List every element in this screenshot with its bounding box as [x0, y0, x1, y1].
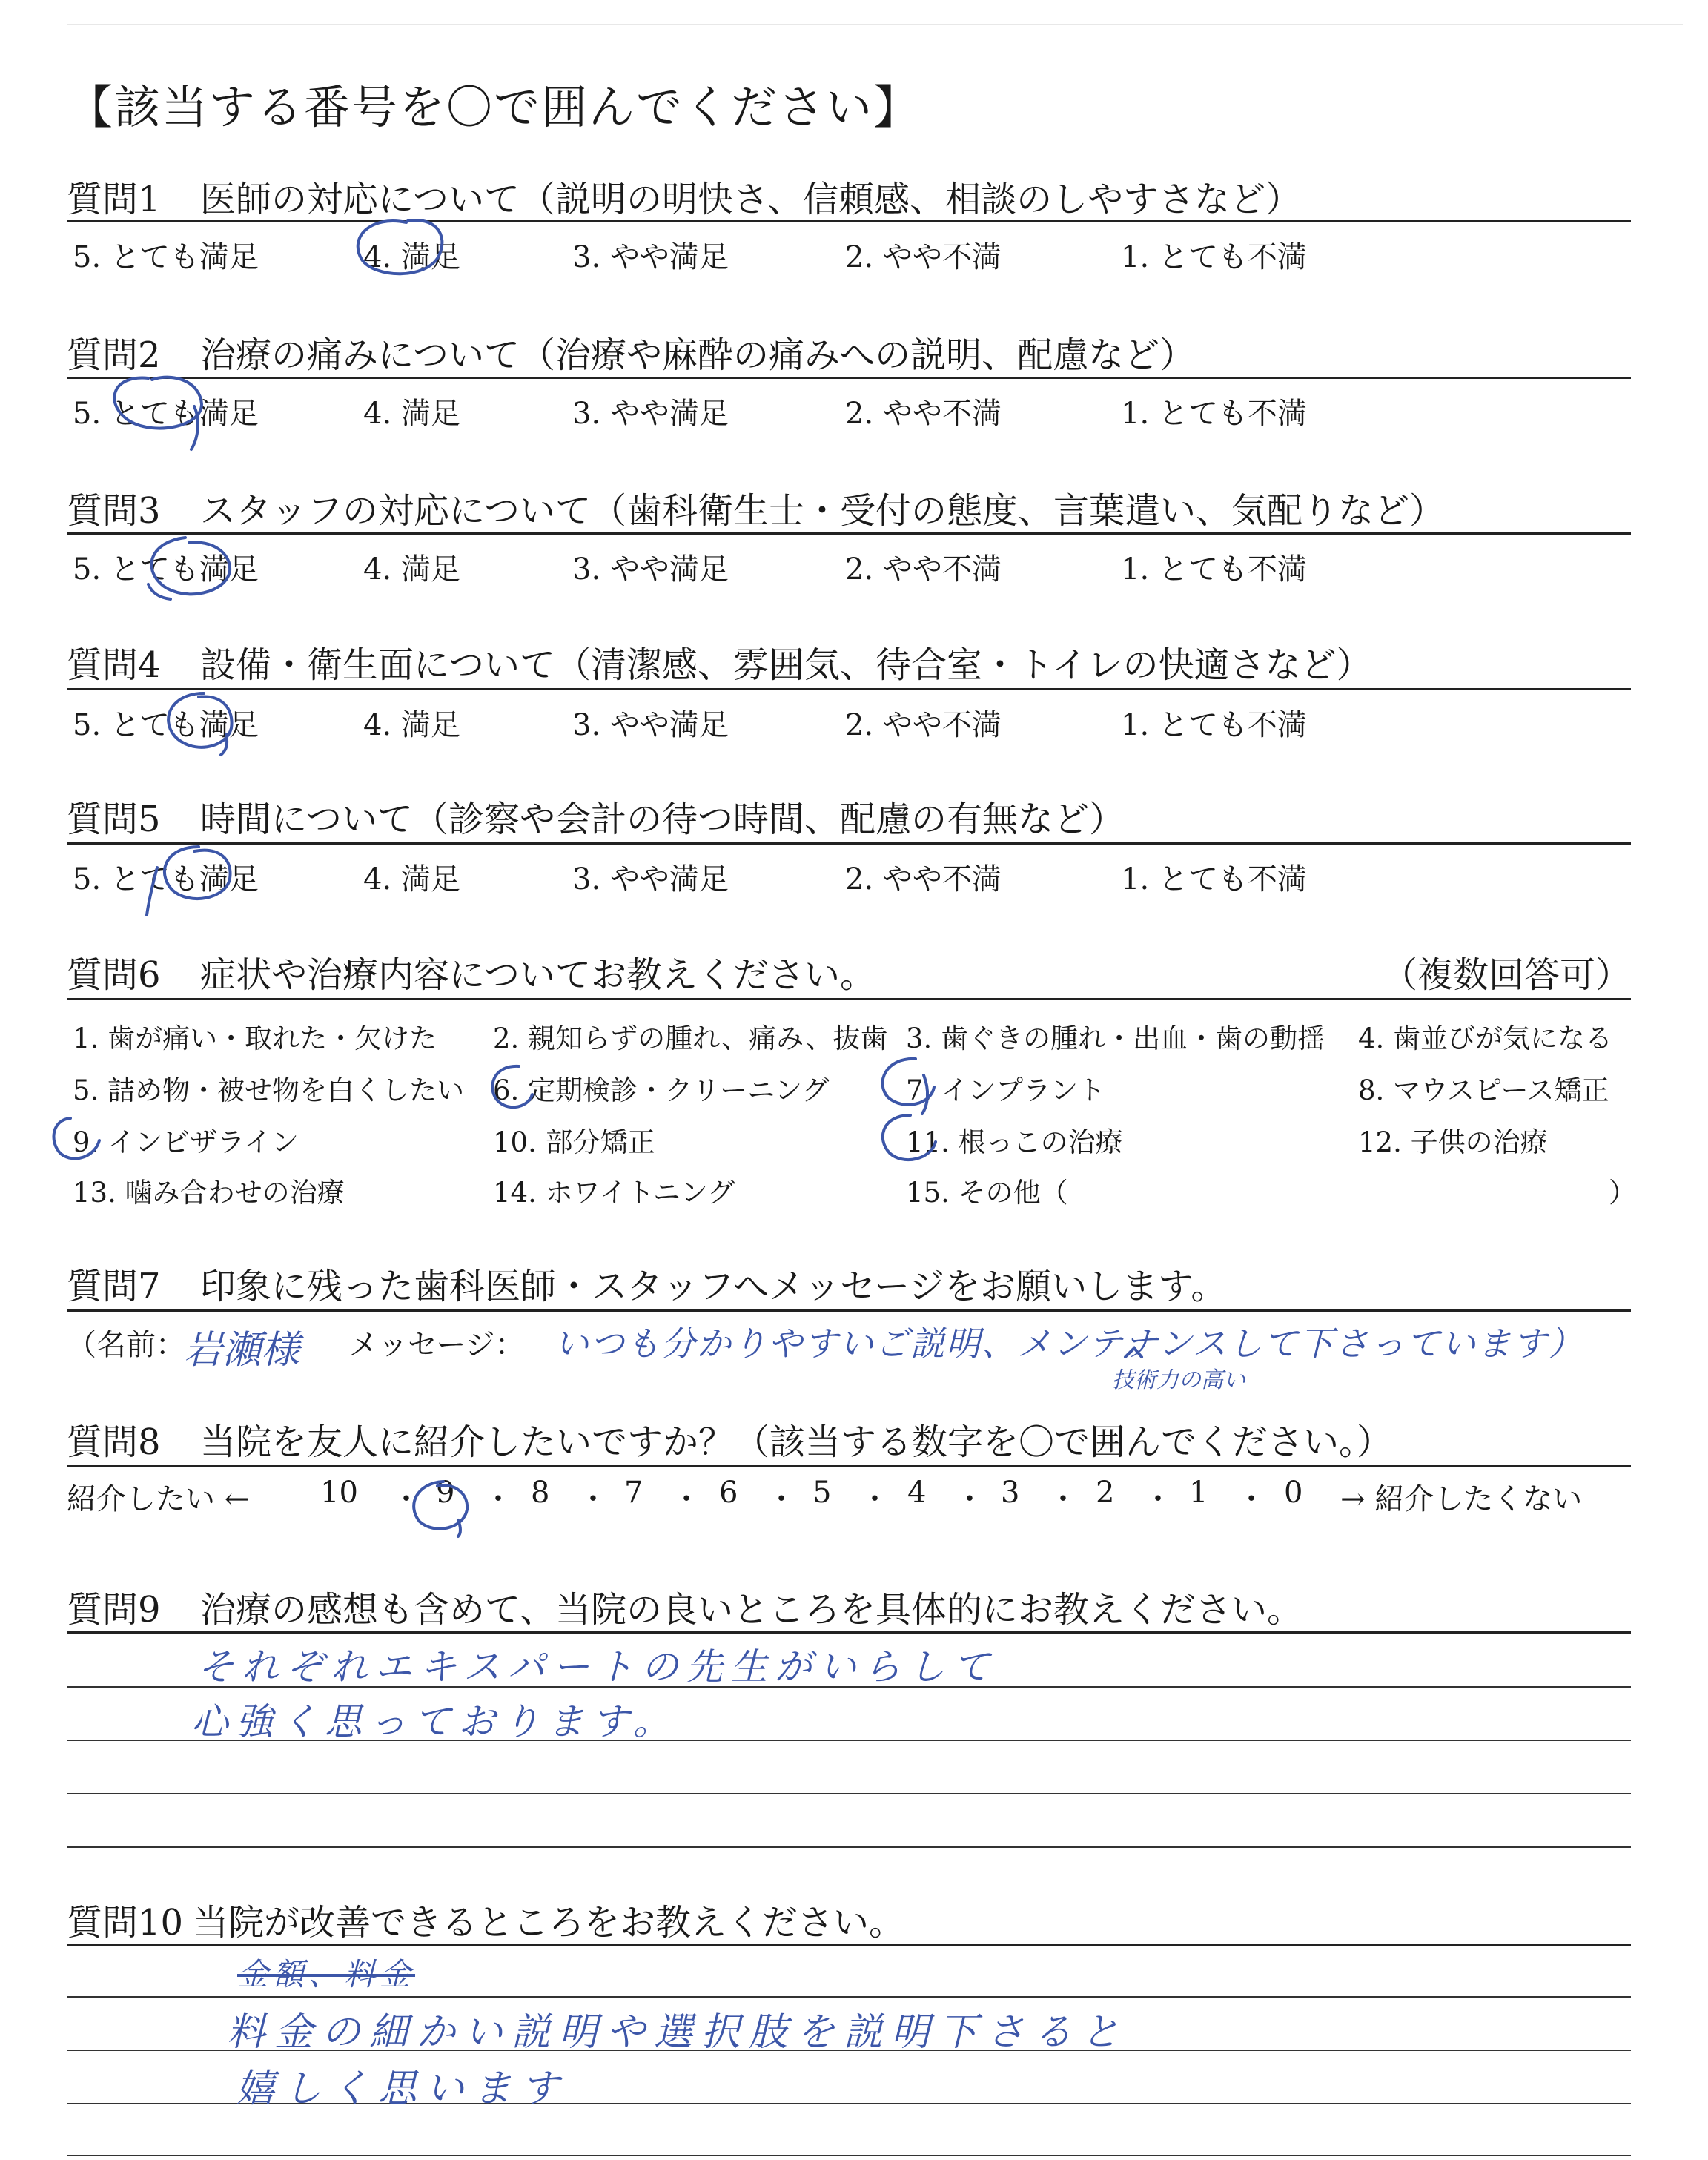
q3-option-4[interactable]: 4. 満足 [363, 552, 460, 587]
scale-dot: ・ [860, 1482, 890, 1516]
q6-other-close-paren: ） [1609, 1177, 1636, 1209]
q1-option-4[interactable]: 4. 満足 [363, 240, 460, 274]
question-number: 質問1 [67, 179, 161, 220]
question-5-rule [67, 842, 1631, 845]
question-8-rule [67, 1465, 1631, 1467]
name-label: （名前： [67, 1328, 185, 1362]
answer-line [67, 1793, 1631, 1794]
scale-3[interactable]: 3 [1001, 1476, 1020, 1510]
q4-option-4[interactable]: 4. 満足 [363, 708, 460, 742]
question-6-rule [67, 998, 1631, 1000]
question-9-heading [67, 1581, 1302, 1632]
q6-option-14[interactable]: 14. ホワイトニング [493, 1177, 735, 1209]
scale-1[interactable]: 1 [1189, 1476, 1208, 1510]
q1-option-3[interactable]: 3. やや満足 [572, 240, 729, 274]
q6-option-10[interactable]: 10. 部分矯正 [493, 1126, 655, 1158]
scale-dot: ・ [767, 1482, 796, 1516]
scale-8[interactable]: 8 [531, 1476, 550, 1510]
question-10-rule [67, 1944, 1631, 1946]
handwritten-name[interactable]: 岩瀬様 [184, 1328, 300, 1373]
q2-option-3[interactable]: 3. やや満足 [572, 397, 729, 431]
question-8-heading [67, 1413, 1392, 1464]
question-number: 質問4 [67, 644, 161, 686]
question-text: 当院を友人に紹介したいですか？（該当する数字を〇で囲んでください。） [200, 1421, 1393, 1463]
scale-dot: ・ [391, 1482, 421, 1516]
question-text: 当院が改善できるところをお教えください。 [193, 1902, 905, 1943]
scale-2[interactable]: 2 [1096, 1476, 1115, 1510]
q6-option-1[interactable]: 1. 歯が痛い・取れた・欠けた [73, 1023, 437, 1054]
handwritten-message-insert: 技術力の高い [1112, 1367, 1245, 1393]
q1-option-2[interactable]: 2. やや不満 [845, 240, 1002, 274]
scale-dot: ・ [1143, 1482, 1173, 1516]
answer-line [67, 1996, 1631, 1998]
scale-6[interactable]: 6 [719, 1476, 738, 1510]
handwritten-answer-line[interactable]: 嬉しく思います [236, 2067, 569, 2111]
scale-10[interactable]: 10 [320, 1476, 358, 1510]
q6-option-12[interactable]: 12. 子供の治療 [1358, 1126, 1548, 1158]
q3-option-5[interactable]: 5. とても満足 [73, 552, 259, 587]
question-number: 質問3 [67, 490, 161, 532]
q6-option-6[interactable]: 6. 定期検診・クリーニング [493, 1074, 830, 1106]
q6-option-8[interactable]: 8. マウスピース矯正 [1358, 1074, 1609, 1106]
q6-option-4[interactable]: 4. 歯並びが気になる [1358, 1023, 1613, 1054]
q2-option-1[interactable]: 1. とても不満 [1121, 397, 1307, 431]
handwritten-message[interactable]: いつも分かりやすいご説明、メンテナンスして下さっています） [555, 1324, 1584, 1364]
question-2-rule [67, 377, 1631, 379]
q3-option-3[interactable]: 3. やや満足 [572, 552, 729, 587]
scale-dot: ・ [955, 1482, 984, 1516]
scale-dot: ・ [672, 1482, 701, 1516]
question-text: 治療の痛みについて（治療や麻酔の痛みへの説明、配慮など） [200, 334, 1196, 376]
question-number: 質問2 [67, 334, 161, 376]
q6-option-5[interactable]: 5. 詰め物・被せ物を白くしたい [73, 1074, 465, 1106]
question-7-heading [67, 1258, 1226, 1309]
q4-option-2[interactable]: 2. やや不満 [845, 708, 1002, 742]
scale-0[interactable]: 0 [1284, 1476, 1303, 1510]
question-number: 質問9 [67, 1589, 161, 1631]
question-1-rule [67, 220, 1631, 222]
page-top-border [67, 24, 1683, 25]
struck-handwriting: 金額、料金 [237, 1956, 416, 1992]
q6-option-15[interactable]: 15. その他（ [906, 1177, 1068, 1209]
question-text: 印象に残った歯科医師・スタッフへメッセージをお願いします。 [200, 1266, 1227, 1307]
q2-option-4[interactable]: 4. 満足 [363, 397, 460, 431]
q6-option-7[interactable]: 7. インプラント [906, 1074, 1106, 1106]
question-text: 医師の対応について（説明の明快さ、信頼感、相談のしやすさなど） [200, 179, 1302, 220]
scale-dot: ・ [483, 1482, 513, 1516]
q1-option-1[interactable]: 1. とても不満 [1121, 240, 1307, 274]
q4-option-5[interactable]: 5. とても満足 [73, 708, 259, 742]
q6-option-9[interactable]: 9. インビザライン [73, 1126, 299, 1158]
q2-option-2[interactable]: 2. やや不満 [845, 397, 1002, 431]
q6-option-2[interactable]: 2. 親知らずの腫れ、痛み、抜歯 [493, 1023, 888, 1054]
scale-dot: ・ [1048, 1482, 1078, 1516]
scale-dot: ・ [578, 1482, 608, 1516]
q4-option-3[interactable]: 3. やや満足 [572, 708, 729, 742]
question-4-heading [67, 636, 1372, 687]
question-4-rule [67, 688, 1631, 690]
question-6-heading [67, 946, 875, 997]
handwritten-answer-line[interactable]: それぞれエキスパートの先生がいらして [197, 1645, 997, 1688]
answer-line [67, 1846, 1631, 1848]
question-number: 質問10 [67, 1902, 184, 1943]
recommend-left-label: 紹介したい ← [67, 1482, 250, 1516]
question-7-rule [67, 1309, 1631, 1312]
handwritten-answer-line[interactable]: 心強く思っております。 [191, 1700, 678, 1743]
question-number: 質問6 [67, 954, 161, 996]
recommend-right-label: → 紹介したくない [1340, 1482, 1583, 1516]
scale-4[interactable]: 4 [907, 1476, 927, 1510]
question-3-rule [67, 532, 1631, 535]
q5-option-4[interactable]: 4. 満足 [363, 862, 460, 896]
q6-option-3[interactable]: 3. 歯ぐきの腫れ・出血・歯の動揺 [906, 1023, 1325, 1054]
q5-option-1[interactable]: 1. とても不満 [1121, 862, 1307, 896]
question-10-heading [67, 1894, 904, 1945]
q5-option-3[interactable]: 3. やや満足 [572, 862, 729, 896]
question-number: 質問5 [67, 799, 161, 840]
q6-option-13[interactable]: 13. 噛み合わせの治療 [73, 1177, 345, 1209]
question-text: 症状や治療内容についてお教えください。 [200, 954, 876, 996]
page-title: 【該当する番号を〇で囲んでください】 [67, 80, 921, 134]
q3-option-1[interactable]: 1. とても不満 [1121, 552, 1307, 587]
q3-option-2[interactable]: 2. やや不満 [845, 552, 1002, 587]
scale-5[interactable]: 5 [812, 1476, 832, 1510]
scale-7[interactable]: 7 [624, 1476, 643, 1510]
q4-option-1[interactable]: 1. とても不満 [1121, 708, 1307, 742]
q6-option-11[interactable]: 11. 根っこの治療 [906, 1126, 1123, 1158]
question-number: 質問8 [67, 1421, 161, 1463]
question-5-heading [67, 790, 1125, 842]
question-number: 質問7 [67, 1266, 161, 1307]
scale-9[interactable]: 9 [436, 1476, 455, 1510]
question-text: 設備・衛生面について（清潔感、雰囲気、待合室・トイレの快適さなど） [200, 644, 1372, 686]
question-3-heading [67, 482, 1445, 533]
q5-option-2[interactable]: 2. やや不満 [845, 862, 1002, 896]
multiple-answers-note: （複数回答可） [1381, 954, 1631, 996]
question-text: 時間について（診察や会計の待つ時間、配慮の有無など） [200, 799, 1125, 840]
handwritten-answer-line[interactable]: 料金の細かい説明や選択肢を説明下さると [227, 2010, 1129, 2055]
q2-option-5[interactable]: 5. とても満足 [73, 397, 259, 431]
question-2-heading [67, 326, 1195, 377]
q1-option-5[interactable]: 5. とても満足 [73, 240, 259, 274]
question-text: スタッフの対応について（歯科衛生士・受付の態度、言葉遣い、気配りなど） [200, 490, 1446, 532]
question-1-heading [67, 171, 1301, 222]
question-9-rule [67, 1631, 1631, 1634]
message-label: メッセージ： [348, 1328, 525, 1362]
scale-dot: ・ [1237, 1482, 1266, 1516]
answer-line [67, 2155, 1631, 2156]
q5-option-5[interactable]: 5. とても満足 [73, 862, 259, 896]
question-text: 治療の感想も含めて、当院の良いところを具体的にお教えください。 [200, 1589, 1303, 1631]
